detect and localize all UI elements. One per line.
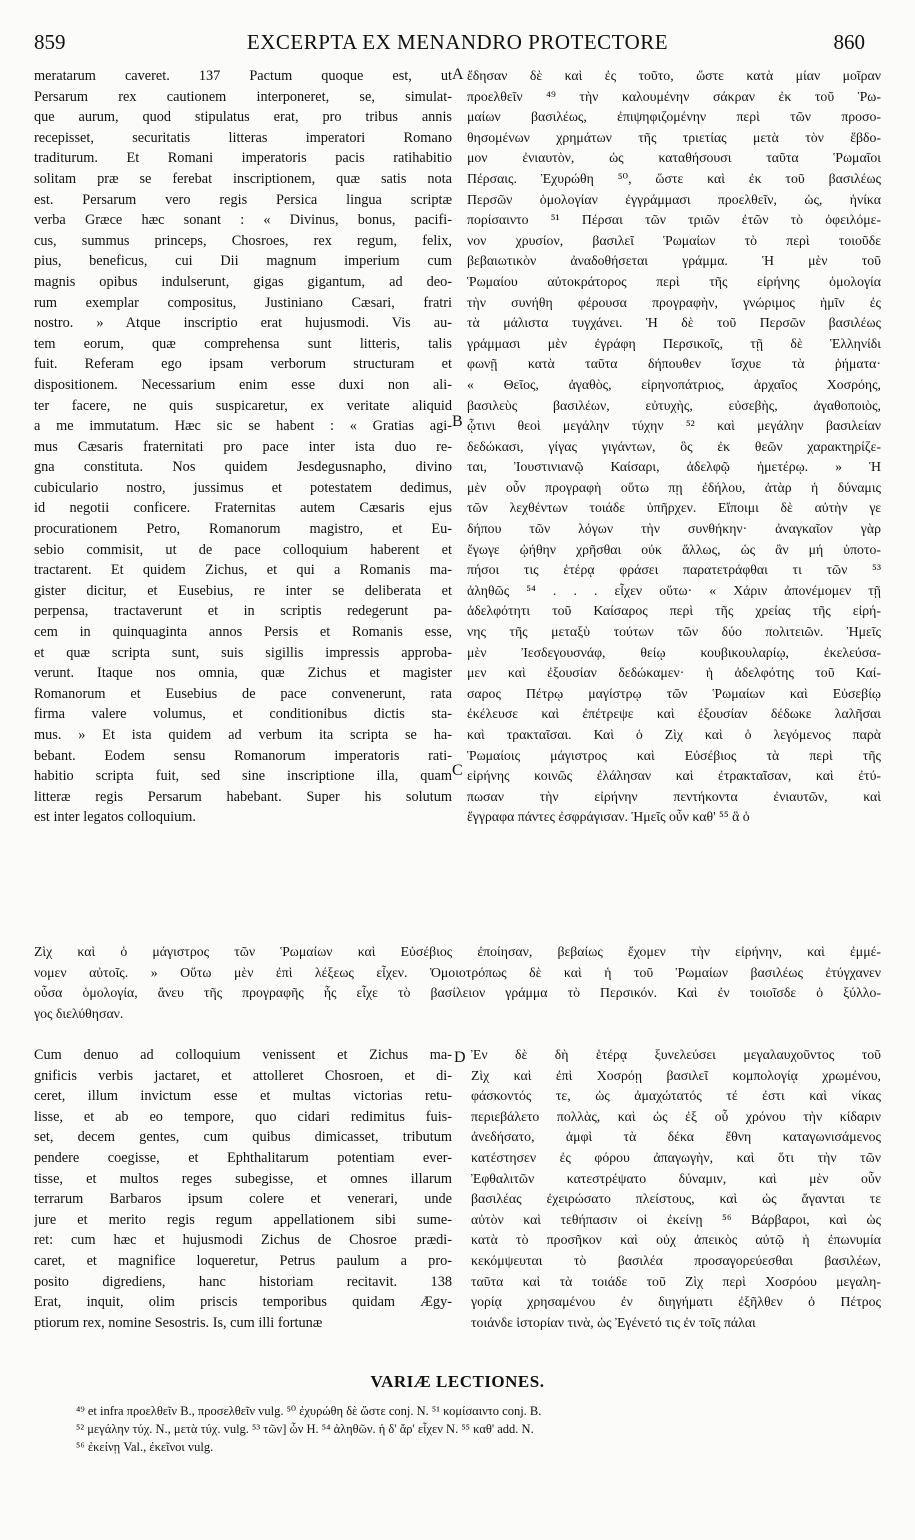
latin-text-line: terrarum Barbaros ipsum colere et venerari, unde: [34, 1191, 452, 1208]
latin-text-line: pendere coegisse, et Ephthalitarum potentiam ever-: [34, 1149, 452, 1166]
greek-text-line: ἔγγραφα πάντες ἐσφράγισαν. Ἡμεῖς οὖν καθ' ⁵⁵ ἃ ὁ: [467, 809, 750, 825]
running-header: [0, 30, 915, 60]
latin-text-line: cem in quinquaginta annos Persis et Romanis esse,: [34, 624, 452, 641]
greek-text-line: ἔδησαν δὲ καὶ ἐς τοῦτο, ὥστε κατὰ μίαν μοῖραν: [467, 68, 881, 83]
latin-column-bottom: [34, 1045, 452, 1333]
greek-text-line: φάσκοντός τε, ὡς ἀμαχώτατός τέ ἐστι καὶ νίκας: [471, 1088, 881, 1104]
latin-text-line: Erat, inquit, olim priscis temporibus quidam Ægy-: [34, 1294, 452, 1311]
running-title: EXCERPTA EX MENANDRO PROTECTORE: [246, 30, 669, 54]
page-number-right: 860: [833, 30, 865, 54]
latin-text-line: Cum denuo ad colloquium venissent et Zichus ma-: [34, 1047, 452, 1063]
latin-text-line: posito digrediens, hanc historiam recitavit. 138: [34, 1273, 452, 1290]
latin-text-line: ter facere, ne quis suspicaretur, ex veritate aliquid: [34, 397, 452, 414]
greek-text-line: μὲν Ἰεσδεγουσνάφ, θείῳ κουβικουλαρίῳ, ἐκελεύσα-: [467, 644, 881, 660]
greek-text-line: ἐκέλευσε καὶ ἐπέτρεψε καὶ ἐξουσίαν δέδωκε λαλῆσαι: [467, 706, 881, 722]
greek-text-line: βεβαιωτικὸν ἀναδοθήσεται γράμμα. Ἡ μὲν τοῦ: [467, 253, 881, 269]
latin-column-top: [34, 66, 452, 828]
footnote-line: ⁴⁹ et infra προελθεῖν B., προσελθεῖν vulg. ⁵⁰ ἐχυρώθη δὲ ὥστε conj. N. ⁵¹ κομίσαιντο conj. B.: [76, 1404, 542, 1418]
greek-text-line: νον χρυσίον, βασιλεῖ Ῥωμαίων τὸ περὶ τοιοῦδε: [467, 232, 881, 248]
greek-text-line: Ῥωμαίου αὐτοκράτορος περὶ τῆς εἰρήνης ὁμολογία: [467, 273, 881, 289]
greek-text-line: ἔγωγε ᾠήθην χρῆσθαι οὐκ ἄλλως, ὡς ἂν μή ὑποτο-: [467, 541, 881, 557]
greek-text-line: τὰ μάλιστα τυγχάνει. Ἡ δὲ τοῦ Περσῶν βασιλέως: [467, 315, 881, 331]
footnotes: [76, 1402, 881, 1456]
greek-text-line: νομεν αὐτοῖς. » Οὕτω μὲν ἐπὶ λέξεως εἶχεν. Ὁμοιοτρόπως δὲ καὶ ἡ τοῦ Ῥωμαίων βασιλέως ἐτύγχανεν: [34, 964, 881, 980]
latin-text-line: tractarent. Et quidem Zichus, et qui a Romanis ma-: [34, 562, 452, 579]
greek-text-line: κατέστησεν ἐς φόρου ἀπαγωγὴν, καὶ ὅτι τὴν τῶν: [471, 1149, 881, 1165]
greek-text-line: Ῥωμαίοις μάγιστρος καὶ Εὐσέβιος τὰ περὶ τῆς: [467, 747, 881, 763]
greek-text-line: πήσοι τις ἑτέρᾳ φράσει παρατετράφθαι τι τῶν ⁵³: [467, 562, 881, 578]
greek-text-line: τὴν συνήθη φέρουσα προγραφὴν, γνώριμος ἡμῖν ἐς: [467, 294, 881, 310]
greek-text-line: Ζὶχ καὶ ὁ μάγιστρος τῶν Ῥωμαίων καὶ Εὐσέβιος ἐποίησαν, βεβαίως ἔχομεν τὴν εἰρήνην, καὶ ἐμμέ-: [34, 944, 881, 959]
greek-text-line: γορίᾳ χρησαμένου ἐν διηγήματι ἐξῆλθεν ὁ Πέτρος: [471, 1294, 881, 1310]
greek-text-line: δήπου τῶν λόγων τὴν συνθήκην· ἀναγκαῖον γὰρ: [467, 521, 881, 537]
latin-text-line: traditurum. Et Romani imperatoris pacis ratihabitio: [34, 150, 452, 167]
greek-text-line: βασιλέας ἐχειρώσατο πλείστους, καὶ ὡς ἄγανται τε: [471, 1191, 881, 1207]
latin-text-line: set, decem gentes, cum quibus dimicasset, tributum: [34, 1129, 452, 1146]
latin-text-line: ret: cum hæc et hujusmodi Zichus de Chosroe prædi-: [34, 1232, 452, 1249]
latin-text-line: dispositionem. Necessarium enim esse duxi non ali-: [34, 376, 452, 393]
footnote-line: ⁵⁶ ἐκείνῃ Val., ἐκεῖνοι vulg.: [76, 1440, 214, 1454]
greek-text-line: κατὰ τὸ προσῆκον καὶ οὐχ ἀπεικὸς αὐτῷ ἡ ἐπωνυμία: [471, 1232, 881, 1248]
latin-text-line: id negotii conficere. Fraternitas autem Cæsaris ejus: [34, 500, 452, 517]
latin-text-line: a me immutatum. Hæc sic se habent : « Gratias agi-: [34, 418, 452, 435]
latin-text-line: verba Græce hæc sonant : « Divinus, bonus, pacifi-: [34, 212, 452, 229]
margin-marker-a: A: [452, 66, 464, 83]
latin-text-line: pius, beneficus, cui Dii magnum imperium cum: [34, 253, 452, 270]
greek-text-line: μαίων βασιλέως, ἐπιψηφιζομένην περὶ τῶν προσο-: [467, 109, 881, 125]
latin-text-line: ceret, illum invictum esse et multas victorias retu-: [34, 1088, 452, 1105]
greek-fullwidth-block: [34, 942, 881, 1024]
greek-text-line: οὖσα ὁμολογία, ἄνευ τῆς προγραφῆς ἧς εἶχε τὸ βασίλειον γράμμα τὸ Περσικόν. Καὶ ἐν τοιοῖσδε ὁ ξύλλο-: [34, 985, 881, 1001]
latin-text-line: tem eorum, quæ comprehensa sunt litteris, talis: [34, 335, 452, 352]
latin-text-line: cus, summus princeps, Chosroes, rex regum, felix,: [34, 232, 452, 249]
greek-text-line: βασιλεὺς βασιλέων, εὐτυχὴς, εὐσεβὴς, ἀγαθοποιὸς,: [467, 397, 881, 413]
latin-text-line: tisse, et multos reges subegisse, et omnes illarum: [34, 1170, 452, 1187]
greek-text-line: νης τῆς μεταξὺ τούτων τῶν δύο πολιτειῶν. Ἡμεῖς: [467, 624, 881, 640]
greek-text-line: μεν καὶ ἐξουσίαν δεδώκαμεν· ἡ ἀδελφότης τοῦ Καί-: [467, 665, 881, 681]
greek-text-line: γος διελύθησαν.: [34, 1005, 124, 1021]
latin-text-line: Persarum rex cautionem interponeret, se, simulat-: [34, 88, 452, 105]
latin-text-line: gna constituta. Nos quidem Jesdegusnapho, divino: [34, 459, 452, 476]
latin-text-line: jure et merito regis regum appellationem sibi sume-: [34, 1211, 452, 1228]
greek-text-line: ᾧτινι θεοὶ μεγάλην τύχην ⁵² καὶ μεγάλην βασιλείαν: [467, 418, 881, 434]
greek-text-line: ται, Ἰουστινιανῷ Καίσαρι, ἀδελφῷ ἡμετέρῳ. » Ἡ: [467, 459, 881, 475]
page-number-left: 859: [34, 30, 66, 54]
greek-text-line: πωσαν τὴν εἰρήνην πεντήκοντα ἐνιαυτῶν, καὶ: [467, 788, 881, 804]
greek-text-line: κεκόμψευται τὸ βασιλέα προσαγορεύεσθαι βασιλέων,: [471, 1252, 881, 1268]
greek-text-line: καὶ τρακταῖσαι. Καὶ ὁ Ζὶχ καὶ ὁ λεγόμενος παρὰ: [467, 727, 881, 742]
greek-text-line: σαρος Πέτρῳ μαγίστρῳ τῶν Ῥωμαίων καὶ Εὐσεβίῳ: [467, 685, 881, 701]
latin-text-line: mus Cæsaris fraternitati pro pace inter ista duo re-: [34, 438, 452, 455]
latin-text-line: cubiculario nostro, jussimus et potestatem dedimus,: [34, 479, 452, 496]
greek-text-line: ἀληθῶς ⁵⁴ . . . εἶχεν οὕτω· « Χάριν ἀπονέμομεν τῇ: [467, 582, 881, 598]
greek-column-bottom: [471, 1045, 881, 1333]
greek-text-line: Ἐφθαλιτῶν κατεστρέψατο δύναμιν, καὶ μὲν οὖν: [471, 1170, 881, 1186]
latin-text-line: recepisset, securitatis litteras imperatori Romano: [34, 129, 452, 146]
greek-text-line: Περσῶν ὁμολογίαν ἐγγράμμασι προελθεῖν, ὡς, ἡνίκα: [467, 191, 881, 207]
latin-text-line: litteræ regis Persarum habebant. Super his solutum: [34, 788, 452, 805]
latin-text-line: meratarum caveret. 137 Pactum quoque est, ut: [34, 68, 452, 84]
latin-text-line: solitam præ se ferebat inscriptionem, quæ satis nota: [34, 170, 452, 187]
latin-text-line: est. Persarum vero regis Persica lingua scriptæ: [34, 191, 452, 208]
variae-lectiones-heading: VARIÆ LECTIONES.: [370, 1372, 545, 1391]
latin-text-line: que aurum, quod stipulatus erat, pro tribus annis: [34, 109, 452, 126]
latin-text-line: habitio scripta fuit, sed sine inscriptione illa, quam: [34, 768, 452, 785]
latin-text-line: rum exemplar compositus, Justiniano Cæsari, fratri: [34, 294, 452, 311]
greek-text-line: περιεβάλετο πολλὰς, καὶ ὡς ἐξ οὗ χρόνου τὴν κίδαριν: [471, 1108, 881, 1124]
greek-text-line: πορίσαιντο ⁵¹ Πέρσαι τῶν τριῶν ἐτῶν τὸ ὀφειλόμε-: [467, 212, 881, 228]
latin-text-line: et quæ scripta sunt, suis sigillis impressis approba-: [34, 644, 452, 661]
greek-column-top: [467, 66, 881, 828]
greek-text-line: τοιάνδε ἱστορίαν τινὰ, ὡς Ἐγένετό τις ἐν τοῖς πάλαι: [471, 1314, 756, 1330]
latin-text-line: fuit. Referam ego ipsam verborum structuram et: [34, 356, 452, 373]
margin-marker-c: C: [452, 762, 463, 779]
greek-text-line: Ἐν δὲ δὴ ἑτέρᾳ ξυνελεύσει μεγαλαυχοῦντος τοῦ: [471, 1047, 881, 1062]
latin-text-line: caret, et magnifice loqueretur, Petrus paulum a pro-: [34, 1252, 452, 1269]
greek-text-line: μον ἐνιαυτὸν, ὡς καταθήσουσι ταῦτα Ῥωμαῖοι: [467, 150, 881, 166]
greek-text-line: Ζὶχ καὶ ἐπὶ Χοσρόῃ βασιλεῖ κομπολογίᾳ χρωμένου,: [471, 1067, 881, 1083]
footnote-line: ⁵² μεγάλην τύχ. N., μετὰ τύχ. vulg. ⁵³ τῶν] ὧν H. ⁵⁴ ἀληθῶν. ἡ δ' ἄρ' εἶχεν N. ⁵⁵ καθ' add. N.: [76, 1422, 534, 1436]
latin-text-line: lisse, et ab eo tempore, quo cidari redimitus fuis-: [34, 1108, 452, 1125]
greek-text-line: τῶν λεχθέντων τοιάδε ὑπῆρχεν. Εἴποιμι δὲ αὐτὴν γε: [467, 500, 881, 516]
latin-text-line: Romanorum et Eusebius de pace convenerunt, rata: [34, 685, 452, 702]
greek-text-line: ἀδελφότητι τοῦ Καίσαρος περὶ τῆς χρείας τῆς εἰρή-: [467, 603, 881, 619]
greek-text-line: θησομένων χρημάτων τῆς τριετίας μετὰ τὸν ἕβδο-: [467, 129, 881, 145]
latin-text-line: gnificis verbis jactaret, et attolleret Chosroen, et di-: [34, 1067, 452, 1084]
latin-text-line: ptiorum rex, nomine Sesostris. Is, cum illi fortunæ: [34, 1314, 323, 1331]
greek-text-line: γράμμασι μὲν ἐγράφη Περσικοῖς, τῇ δὲ Ἑλληνίδι: [467, 335, 881, 351]
margin-marker-b: B: [452, 413, 463, 430]
greek-text-line: προελθεῖν ⁴⁹ τὴν καλουμένην σάκραν ἐκ τοῦ Ῥω-: [467, 88, 881, 104]
latin-text-line: magnis opibus indulserunt, gigas gigantum, ad deo-: [34, 273, 452, 290]
greek-text-line: ταῦτα καὶ τὰ τοιάδε τοῦ Ζὶχ περὶ Χοσρόου μεγαλη-: [471, 1273, 881, 1289]
greek-text-line: δεδώκασι, γίγας γιγάντων, ὃς ἐκ θεῶν χαρακτηρίζε-: [467, 438, 881, 454]
latin-text-line: firma valere volumus, et conditionibus dictis sta-: [34, 706, 452, 723]
greek-text-line: ἀνεδήσατο, ἀμφὶ τὰ δέκα ἔθνη καταγωνισάμενος: [471, 1129, 881, 1145]
latin-text-line: sebio commisit, ut de pace colloquium haberent et: [34, 541, 452, 558]
latin-text-line: est inter legatos colloquium.: [34, 809, 196, 826]
greek-text-line: « Θεῖος, ἀγαθὸς, εἰρηνοπάτριος, ἀρχαῖος Χοσρόης,: [467, 376, 881, 392]
greek-text-line: αὐτὸν καὶ τεθήπασιν οἱ ἐκείνῃ ⁵⁶ Βάρβαροι, καὶ ὡς: [471, 1211, 881, 1227]
latin-text-line: gister dicitur, et Eusebius, re inter se deliberata et: [34, 582, 452, 599]
latin-text-line: mus. » Et ista quidem ad verbum ita scripta se ha-: [34, 727, 452, 743]
greek-text-line: εἰρήνης κοινῶς ἐλάλησαν καὶ ἐτρακταῖσαν, καὶ ἐτύ-: [467, 768, 881, 784]
latin-text-line: nostro. » Atque inscriptio erat hujusmodi. Vis au-: [34, 315, 452, 332]
greek-text-line: Πέρσαις. Ἐχυρώθη ⁵⁰, ὥστε καὶ ἐκ τοῦ βασιλέως: [467, 170, 881, 186]
latin-text-line: procurationem Petro, Romanorum magistro, et Eu-: [34, 521, 452, 538]
margin-marker-d: D: [454, 1049, 466, 1066]
greek-text-line: φωνῇ κατὰ ταῦτα δήπουθεν ἴσχυε τὰ ῥήματα·: [467, 356, 881, 372]
latin-text-line: perpensa, tractaverunt et in scriptis redegerunt pa-: [34, 603, 452, 620]
greek-text-line: μὲν οὖν προγραφὴ οὕτω πῃ ἐδήλου, ἀτὰρ ἡ δύναμις: [467, 479, 881, 495]
latin-text-line: bebant. Eodem sensu Romanorum imperatoris rati-: [34, 747, 452, 764]
latin-text-line: verunt. Itaque nos omnia, quæ Zichus et magister: [34, 665, 452, 682]
